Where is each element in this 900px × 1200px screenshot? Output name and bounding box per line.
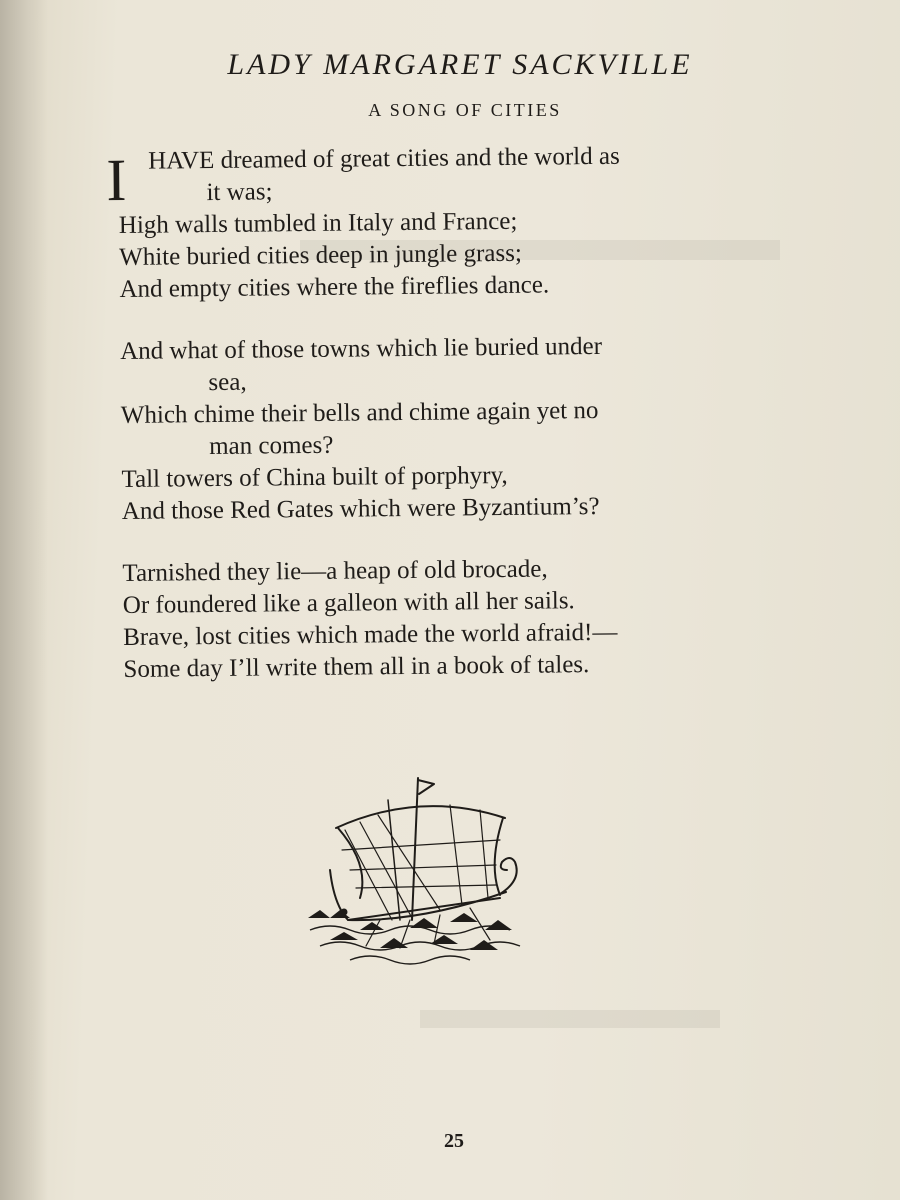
poem-title: A SONG OF CITIES	[368, 100, 562, 120]
poem-line: And empty cities where the fireflies dance.	[119, 271, 550, 303]
author-heading: LADY MARGARET SACKVILLE	[227, 48, 693, 81]
poem-line: And those Red Gates which were Byzantium’s?	[121, 492, 600, 525]
poem-line: it was;	[206, 178, 273, 207]
page-number: 25	[444, 1130, 464, 1152]
show-through-shadow	[420, 1010, 720, 1028]
stanza	[120, 329, 782, 528]
poem-line: Tall towers of China built of porphyry,	[121, 461, 508, 493]
stanza	[122, 551, 783, 686]
poem-line: Or foundered like a galleon with all her sails.	[122, 587, 575, 619]
poem-line: Brave, lost cities which made the world afraid!—	[123, 618, 618, 651]
poem-line: And what of those towns which lie buried under	[120, 332, 603, 365]
poem-line: Some day I’ll write them all in a book of tales.	[123, 651, 590, 683]
poem-line: White buried cities deep in jungle grass;	[119, 239, 522, 271]
poem-line: man comes?	[209, 431, 334, 461]
poem-line: High walls tumbled in Italy and France;	[118, 207, 518, 239]
drop-cap: I	[106, 146, 127, 214]
poem-line: Tarnished they lie—a heap of old brocade,	[122, 555, 548, 587]
poem-line: sea,	[208, 368, 247, 397]
poem-line: Which chime their bells and chime again yet no	[120, 396, 599, 429]
book-gutter	[0, 0, 48, 1200]
poem-line: I HAVE dreamed of great cities and the world as	[106, 142, 620, 214]
sailing-ship-icon	[300, 770, 540, 970]
poem-body	[106, 139, 784, 686]
stanza	[106, 139, 780, 306]
